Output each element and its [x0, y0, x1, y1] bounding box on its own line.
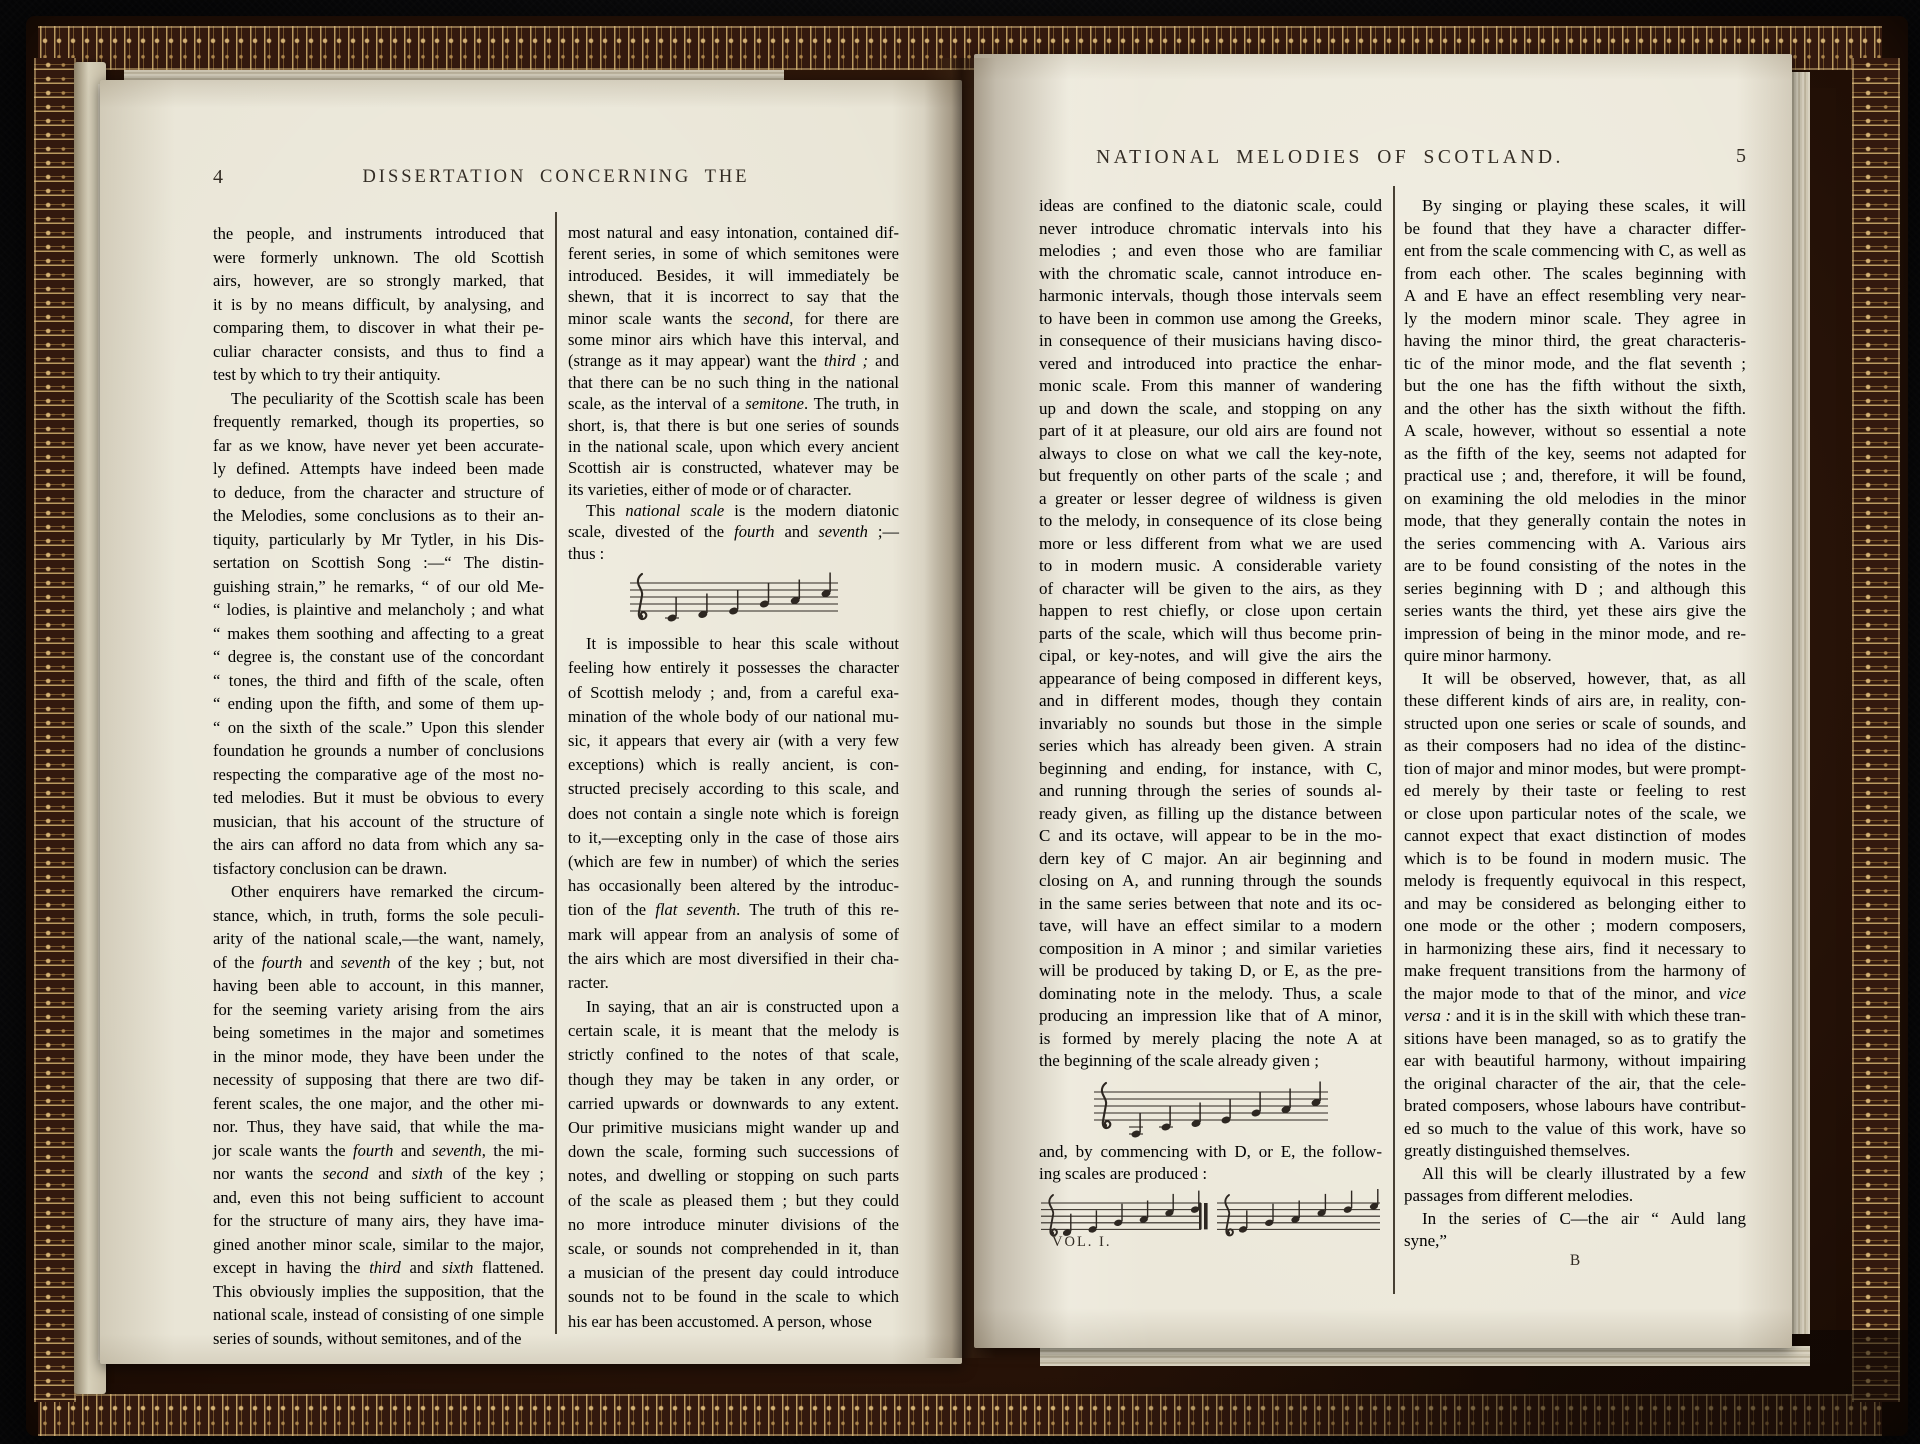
text-line: brated composers, whose labours have contribut-: [1404, 1096, 1746, 1115]
text-line: never introduce chromatic intervals into his: [1039, 218, 1382, 238]
music-staff-national-scale-of-c: [628, 567, 840, 629]
text-line: airs, however, are so strongly marked, that: [213, 271, 544, 290]
column-divider-left-page: [555, 212, 557, 1334]
gilt-border-bottom: [38, 1394, 1882, 1436]
text-line: it is by no means difficult, by analysing, and: [213, 294, 544, 314]
text-line: one mode or the other ; modern composers,: [1404, 916, 1746, 935]
text-line: strictly confined to the notes of that scale,: [568, 1045, 899, 1065]
text-line: the Melodies, some conclusions as to their an-: [213, 506, 544, 525]
text-line: ferent scales, the one major, and the other mi-: [213, 1093, 544, 1113]
text-line: thus :: [568, 543, 605, 563]
text-line: far as we know, have never yet been accurate-: [213, 435, 544, 455]
text-line: up and down the scale, and stopping on any: [1039, 398, 1382, 418]
text-line: down the scale, forming such successions of: [568, 1142, 899, 1162]
text-line: and in different modes, though they contain: [1039, 691, 1382, 710]
text-line: It will be observed, however, that, as all: [1422, 668, 1746, 688]
text-line: and the other has the sixth without the fifth.: [1404, 398, 1746, 418]
text-line: ready given, as filling up the distance between: [1039, 803, 1382, 823]
text-line: ed so much to the value of this work, have so: [1404, 1118, 1746, 1138]
text-line: ted melodies. But it must be obvious to every: [213, 788, 544, 807]
text-line: on examining the old melodies in the minor: [1404, 488, 1746, 508]
text-line: It is impossible to hear this scale without: [586, 634, 899, 654]
signature-mark: B: [1569, 1252, 1581, 1269]
text-line: jor scale wants the fourth and seventh, the mi-: [213, 1140, 544, 1160]
text-line: the people, and instruments introduced that: [213, 224, 544, 243]
text-line: tiquity, particularly by Mr Tytler, in his Dis-: [213, 529, 544, 549]
text-line: make frequent transitions from the harmony of: [1404, 961, 1746, 980]
text-line: ing scales are produced :: [1039, 1164, 1208, 1183]
text-line: C and its octave, will appear to be in the mo-: [1039, 826, 1382, 845]
running-title-right: NATIONAL MELODIES OF SCOTLAND.: [1096, 147, 1564, 168]
text-line: in the same series between that note and its oc-: [1039, 893, 1382, 913]
text-line: nor wants the second and sixth of the key ;: [213, 1164, 544, 1183]
text-line: composition in A minor ; and similar varieties: [1039, 938, 1382, 958]
text-line: carried upwards or downwards to any extent.: [568, 1093, 899, 1113]
text-line: to the melody, in consequence of its close being: [1039, 511, 1382, 530]
text-line: from each other. The scales beginning with: [1404, 263, 1746, 283]
text-line: and, by commencing with D, or E, the follow-: [1039, 1141, 1382, 1161]
text-line: series beginning with D ; and although this: [1404, 578, 1746, 598]
text-line: series which has already been given. A strain: [1039, 736, 1382, 755]
text-line: a greater or lesser degree of wildness is given: [1039, 488, 1382, 508]
text-line: national scale, instead of consisting of one simple: [213, 1305, 544, 1324]
music-staff-scale-beginning-with-a: [1092, 1076, 1330, 1138]
text-line: In saying, that an air is constructed upon a: [586, 997, 899, 1017]
text-line: Our primitive musicians might wander up and: [568, 1118, 899, 1137]
text-line: feeling how entirely it possesses the character: [568, 658, 899, 678]
text-line: racter.: [568, 972, 609, 992]
text-line: quire minor harmony.: [1404, 646, 1552, 665]
text-line: tave, will have an effect similar to a modern: [1039, 916, 1382, 935]
text-line: his ear has been accustomed. A person, whose: [568, 1311, 872, 1331]
text-line: these different kinds of airs are, in reality, con-: [1404, 691, 1746, 710]
text-line: This national scale is the modern diatonic: [586, 501, 900, 521]
text-line: in consequence of their musicians having disco-: [1039, 331, 1382, 350]
text-line: This obviously implies the supposition, that the: [213, 1281, 544, 1301]
text-line: the original character of the air, that the cele-: [1404, 1073, 1746, 1093]
text-line: sic, it appears that every air (with a very few: [568, 731, 899, 750]
text-line: mark will appear from an analysis of some of: [568, 924, 899, 944]
text-line: the series commencing with A. Various airs: [1404, 533, 1746, 553]
text-line: of the scale as pleased them ; but they could: [568, 1190, 899, 1210]
text-line: sertation on Scottish Song :—“ The distin-: [213, 553, 544, 572]
text-line: By singing or playing these scales, it will: [1422, 196, 1746, 215]
text-line: for the structure of many airs, they have ima-: [213, 1211, 544, 1230]
page-stack-edge-bottom: [1040, 1346, 1810, 1366]
text-line: ferent series, in some of which semitones were: [568, 244, 899, 264]
text-line: A and E have an effect resembling very near-: [1404, 286, 1746, 305]
text-line: practical use ; and, therefore, it will be found,: [1404, 466, 1746, 485]
text-line: “ makes them soothing and affecting to a great: [213, 623, 544, 643]
text-line: cipal, or key-notes, and will give the airs the: [1039, 646, 1382, 665]
text-line: ent from the scale commencing with C, as well as: [1404, 241, 1746, 260]
text-line: dominating note in the melody. Thus, a scale: [1039, 983, 1382, 1003]
text-line: structed upon one series or scale of sounds, and: [1404, 713, 1746, 733]
text-line: tion of the flat seventh. The truth of this re-: [568, 900, 899, 920]
text-line: All this will be clearly illustrated by a few: [1422, 1163, 1746, 1183]
text-line: ideas are confined to the diatonic scale, could: [1039, 196, 1382, 215]
text-line: of character will be given to the airs, as they: [1039, 578, 1382, 598]
text-line: tic of the minor mode, and the flat seventh ;: [1404, 353, 1746, 373]
text-line: of Scottish melody ; and, from a careful exa-: [568, 682, 899, 702]
text-line: has occasionally been altered by the introduc-: [568, 876, 899, 896]
text-line: more or less different from what we are used: [1039, 533, 1382, 553]
text-line: no more introduce minuter divisions of the: [568, 1214, 899, 1234]
text-line: necessity of supposing that there are two dif-: [213, 1070, 544, 1089]
text-line: (strange as it may appear) want the third ; and: [568, 351, 900, 371]
text-column-3: [1039, 195, 1382, 1252]
gilt-border-left: [34, 58, 76, 1402]
text-line: having been able to account, in this manner,: [213, 976, 544, 995]
text-line: series wants the third, yet these airs give the: [1404, 601, 1746, 620]
text-line: musician, that his account of the structure of: [213, 811, 544, 831]
text-line: dern key of C major. An air beginning and: [1039, 848, 1382, 868]
text-line: appearance of being composed in different keys,: [1039, 668, 1382, 688]
text-line: mode, that they generally contain the notes in: [1404, 511, 1746, 530]
double-barline: [1199, 1203, 1208, 1229]
text-line: arity of the national scale,—the want, namely,: [213, 929, 544, 948]
text-line: to deduce, from the character and structure of: [213, 482, 544, 502]
text-line: vered and introduced into practice the enhar-: [1039, 353, 1382, 373]
page-stack-edge-right: [1790, 72, 1810, 1334]
text-line: In the series of C—the air “ Auld lang: [1422, 1208, 1746, 1228]
text-line: cannot expect that exact distinction of modes: [1404, 826, 1746, 845]
text-line: the airs can afford no data from which any sa-: [213, 835, 544, 854]
text-line: ear with beautiful harmony, without impairing: [1404, 1051, 1746, 1070]
text-column-1: [213, 222, 544, 1350]
text-line: minor scale wants the second, for there are: [568, 308, 900, 328]
text-line: nor. Thus, they have said, that while the ma-: [213, 1117, 544, 1136]
text-line: structed precisely according to this scale, and: [568, 779, 899, 799]
text-line: syne,”: [1404, 1231, 1447, 1250]
text-line: monic scale. From this manner of wandering: [1039, 376, 1382, 395]
text-line: to it,—excepting only in the case of those airs: [568, 827, 899, 847]
text-line: except in having the third and sixth flattened.: [213, 1258, 544, 1277]
text-line: as the fifth of the key, seems not adapted for: [1404, 443, 1746, 463]
text-line: test by which to try their antiquity.: [213, 365, 441, 384]
text-line: but the one has the fifth without the sixth,: [1404, 376, 1746, 395]
text-column-4: [1404, 195, 1746, 1253]
text-line: respecting the comparative age of the most no-: [213, 764, 544, 784]
text-line: though they may be taken in any order, or: [568, 1069, 899, 1089]
text-column-2: [568, 222, 899, 1334]
text-line: or close upon particular notes of the scale, we: [1404, 803, 1746, 823]
text-line: scale, as the interval of a semitone. The truth, in: [568, 394, 899, 414]
text-line: invariably no sounds but those in the simple: [1039, 713, 1382, 733]
text-line: stance, which, in truth, forms the sole peculi-: [213, 905, 544, 925]
text-line: the airs which are most diversified in their cha-: [568, 948, 899, 968]
text-line: “ on the sixth of the scale.” Upon this slender: [213, 717, 544, 737]
text-line: sitions have been managed, so as to gratify the: [1404, 1028, 1746, 1048]
text-line: sounds not to be found in the scale to which: [568, 1287, 899, 1307]
text-line: always to close on what we call the key-note,: [1039, 443, 1382, 463]
text-line: scale, divested of the fourth and seventh ;—: [568, 522, 899, 542]
text-line: having the minor third, the great characteris-: [1404, 331, 1746, 350]
page-number-right: 5: [1736, 145, 1746, 167]
text-line: mination of the whole body of our national mu-: [568, 706, 899, 726]
text-line: as their composers had no idea of the distinc-: [1404, 736, 1746, 755]
gilt-border-right: [1852, 58, 1900, 1402]
running-title-left: DISSERTATION CONCERNING THE: [362, 167, 750, 187]
text-line: will be produced by taking D, or E, as the pre-: [1039, 961, 1382, 980]
text-line: to have been in common use among the Greeks,: [1039, 308, 1382, 328]
column-divider-right-page: [1393, 186, 1395, 1294]
text-line: being sometimes in the major and sometimes: [213, 1023, 544, 1042]
text-line: versa : and it is in the skill with which these tran-: [1404, 1006, 1747, 1025]
text-line: the major mode to that of the minor, and vice: [1404, 983, 1746, 1003]
text-line: culiar character consists, and thus to find a: [213, 341, 544, 361]
text-line: part of it at pleasure, our old airs are found not: [1039, 421, 1382, 440]
text-line: a musician of the present day could introduce: [568, 1263, 899, 1283]
text-line: and running through the series of sounds al-: [1039, 781, 1382, 800]
text-line: scale, or sounds not comprehended in it, than: [568, 1238, 899, 1258]
text-line: exceptions) which is really ancient, is con-: [568, 755, 899, 775]
page-number-left: 4: [213, 166, 223, 188]
text-line: tisfactory conclusion can be drawn.: [213, 858, 448, 878]
text-line: but frequently on other parts of the scale ; and: [1039, 466, 1382, 485]
text-line: impression of being in the minor mode, and re-: [1404, 623, 1746, 643]
treble-clef-icon: [1049, 1195, 1057, 1235]
text-line: and may be considered as belonging either to: [1404, 893, 1746, 913]
text-line: short, is, that there is but one series of sounds: [568, 415, 899, 435]
text-line: tion of major and minor modes, but were prompt-: [1404, 758, 1746, 778]
text-line: in the minor mode, they have been under the: [213, 1046, 544, 1066]
text-line: greatly distinguished themselves.: [1404, 1141, 1631, 1160]
text-line: were formerly unknown. The old Scottish: [213, 247, 544, 267]
text-line: the beginning of the scale already given ;: [1039, 1051, 1319, 1070]
text-line: introduced. Besides, it will immediately be: [568, 265, 899, 285]
text-line: “ ending upon the fifth, and some of them up-: [213, 694, 544, 713]
text-line: “ lodies, is plaintive and melancholy ; and what: [213, 600, 544, 619]
text-line: in harmonizing these airs, find it necessary to: [1404, 938, 1746, 958]
text-line: comparing them, to discover in what their pe-: [213, 318, 544, 337]
text-line: parts of the scale, which will thus become prin-: [1039, 623, 1382, 643]
text-line: most natural and easy intonation, contained dif-: [568, 223, 899, 242]
text-line: of the fourth and seventh of the key ; but, not: [213, 952, 545, 972]
text-line: series of sounds, without semitones, and of the: [213, 1328, 522, 1348]
text-line: foundation he grounds a number of conclusions: [213, 741, 544, 760]
text-line: happen to rest chiefly, or close upon certain: [1039, 601, 1382, 620]
text-line: that there can be no such thing in the national: [568, 372, 899, 392]
text-line: its varieties, either of mode or of character.: [568, 479, 852, 499]
text-line: ly the modern minor scale. They agree in: [1404, 308, 1746, 328]
text-line: harmonic intervals, though those intervals seem: [1039, 286, 1382, 305]
text-line: in the national scale, upon which every ancient: [568, 436, 899, 456]
text-line: “ degree is, the constant use of the concordant: [213, 647, 544, 666]
text-line: and, even this not being sufficient to account: [213, 1187, 544, 1207]
text-line: ed merely by their taste or feeling to rest: [1404, 781, 1746, 800]
text-line: gined another minor scale, similar to the major,: [213, 1234, 544, 1254]
text-line: shewn, that it is incorrect to say that the: [568, 287, 899, 307]
text-line: guishing strain,” he remarks, “ of our old Me-: [213, 576, 544, 596]
text-line: passages from different melodies.: [1404, 1186, 1634, 1205]
text-line: ly defined. Attempts have indeed been made: [213, 459, 544, 478]
text-line: does not contain a single note which is foreign: [568, 803, 899, 823]
text-line: notes, and dwelling or stopping on such parts: [568, 1166, 899, 1186]
text-line: closing on A, and running through the sounds: [1039, 871, 1382, 890]
text-line: melody is frequently equivocal in this respect,: [1404, 871, 1746, 890]
text-line: which is to be found in modern music. The: [1404, 848, 1746, 868]
treble-clef-icon: [1225, 1195, 1233, 1235]
text-line: is formed by merely placing the note A at: [1039, 1028, 1382, 1048]
text-line: The peculiarity of the Scottish scale has been: [231, 388, 544, 408]
text-line: Scottish air is constructed, whatever may be: [568, 458, 899, 478]
text-line: certain scale, it is meant that the melody is: [568, 1021, 899, 1041]
volume-label: VOL. I.: [1052, 1234, 1112, 1250]
text-line: for the seeming variety arising from the airs: [213, 999, 544, 1019]
text-line: are to be found consisting of the notes in the: [1404, 556, 1746, 575]
text-line: frequently remarked, though its properties, so: [213, 412, 544, 431]
text-line: with the chromatic scale, cannot introduce en-: [1039, 263, 1382, 283]
text-line: some minor airs which have this interval, and: [568, 329, 899, 349]
text-line: producing an impression like that of A minor,: [1039, 1006, 1382, 1025]
text-line: to in modern music. A considerable variety: [1039, 556, 1382, 575]
text-line: (which are few in number) of which the series: [568, 851, 899, 871]
text-line: A scale, however, without so essential a note: [1404, 421, 1746, 440]
text-line: melodies ; and even those who are familiar: [1039, 241, 1382, 260]
text-line: beginning and ending, for instance, with C,: [1039, 758, 1382, 778]
text-line: “ tones, the third and fifth of the scale, often: [213, 670, 544, 690]
text-line: be found that they have a character differ-: [1404, 218, 1746, 238]
text-line: Other enquirers have remarked the circum-: [231, 882, 544, 901]
